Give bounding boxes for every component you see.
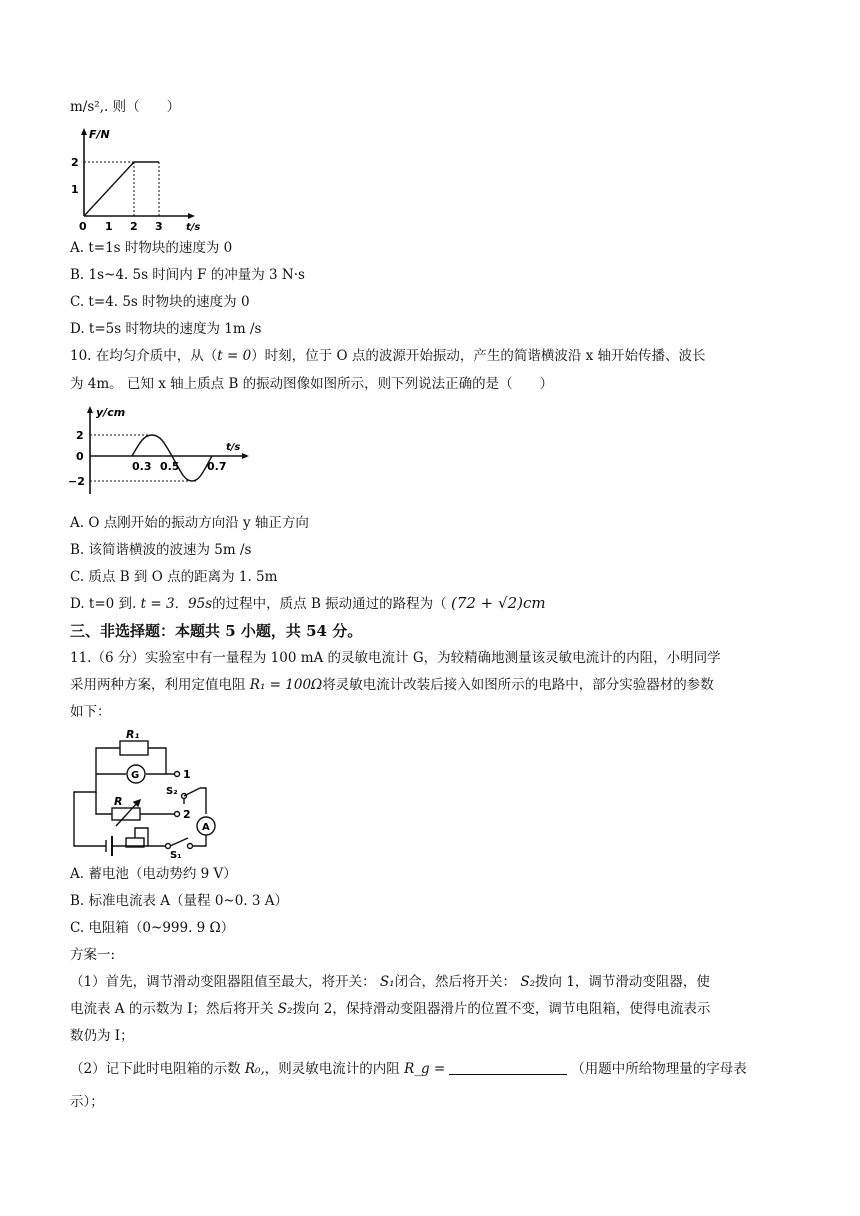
ylabel-F: F/N: [89, 128, 110, 141]
step2-line1: （2）记下此时电阻箱的示数 R₀,，则灵敏电流计的内阻 R_g = （用题中所给物理量的字母表: [70, 1061, 747, 1077]
xtick-1: 1: [105, 220, 113, 233]
label-terminal-2: 2: [183, 808, 191, 821]
label-terminal-1: 1: [183, 768, 191, 781]
xtick-0-5: 0.5: [160, 460, 180, 473]
answer-blank[interactable]: [449, 1060, 567, 1075]
equipment-b: B. 标准电流表 A（量程 0~0. 3 A）: [70, 893, 289, 909]
step2-line2: 示）；: [70, 1094, 104, 1110]
xtick-2: 2: [130, 220, 138, 233]
q9-option-a: A. t=1s 时物块的速度为 0: [70, 240, 233, 256]
q11-stem-line1: 11.（6 分）实验室中有一量程为 100 mA 的灵敏电流计 G，为较精确地测量该灵敏电流计的内阻，小明同学: [70, 650, 721, 666]
step1-line3: 数仍为 I；: [70, 1028, 134, 1044]
ytick-0: 0: [76, 450, 84, 463]
q10-option-d: D. t=0 到. t = 3．95s的过程中，质点 B 振动通过的路程为（ (72 + √2)cm: [70, 594, 546, 612]
vibration-graph: [66, 402, 252, 498]
q10-option-a: A. O 点刚开始的振动方向沿 y 轴正方向: [70, 515, 309, 531]
q9-option-d: D. t=5s 时物块的速度为 1m /s: [70, 321, 262, 337]
q10-option-b: B. 该简谐横波的波速为 5m /s: [70, 542, 252, 558]
force-time-graph: [70, 124, 200, 234]
plan-one-heading: 方案一:: [70, 947, 116, 963]
label-S2: S₂: [166, 786, 178, 797]
label-R1: R₁: [126, 728, 140, 741]
xtick-0-7: 0.7: [207, 460, 227, 473]
xtick-3: 3: [155, 220, 163, 233]
equipment-c: C. 电阻箱（0~999. 9 Ω）: [70, 920, 235, 936]
label-A: A: [202, 822, 210, 833]
step1-line1: （1）首先，调节滑动变阻器阻值至最大，将开关： S₁闭合，然后将开关： S₂拨向 1，调节滑动变阻器，使: [70, 974, 710, 990]
section-heading: 三、非选择题：本题共 5 小题，共 54 分。: [70, 622, 363, 640]
ytick-minus-2: −2: [68, 475, 85, 488]
xtick-0-3: 0.3: [132, 460, 152, 473]
equipment-a: A. 蓄电池（电动势约 9 V）: [70, 866, 237, 882]
xlabel-t: t/s: [186, 222, 200, 233]
label-G: G: [131, 770, 140, 781]
q10-stem-line1: 10. 在均匀介质中，从（t = 0）时刻，位于 O 点的波源开始振动，产生的简谐横波沿 x 轴开始传播、波长: [70, 348, 706, 364]
xlabel-t: t/s: [226, 442, 241, 453]
q9-option-c: C. t=4. 5s 时物块的速度为 0: [70, 294, 250, 310]
label-S1: S₁: [170, 850, 182, 860]
q10-stem-line2: 为 4m。 已知 x 轴上质点 B 的振动图像如图所示，则下列说法正确的是（ ）: [70, 376, 554, 392]
q11-stem-line3: 如下：: [70, 704, 111, 720]
label-R: R: [114, 795, 123, 808]
ytick-1: 1: [71, 183, 79, 196]
ylabel-y: y/cm: [96, 406, 126, 419]
ytick-2: 2: [76, 429, 84, 442]
step1-line2: 电流表 A 的示数为 I；然后将开关 S₂拨向 2，保持滑动变阻器滑片的位置不变，调节电阻箱，使得电流表示: [70, 1001, 711, 1017]
q9-tail: m/s²,. 则（ ）: [70, 99, 181, 115]
ytick-2: 2: [71, 156, 79, 169]
q9-option-b: B. 1s~4. 5s 时间内 F 的冲量为 3 N·s: [70, 267, 305, 283]
xtick-0: 0: [79, 220, 87, 233]
q11-stem-line2: 采用两种方案，利用定值电阻 R₁ = 100Ω将灵敏电流计改装后接入如图所示的电路中，部分实验器材的参数: [70, 677, 714, 693]
q10-option-c: C. 质点 B 到 O 点的距离为 1. 5m: [70, 569, 278, 585]
circuit-diagram: [66, 726, 226, 860]
